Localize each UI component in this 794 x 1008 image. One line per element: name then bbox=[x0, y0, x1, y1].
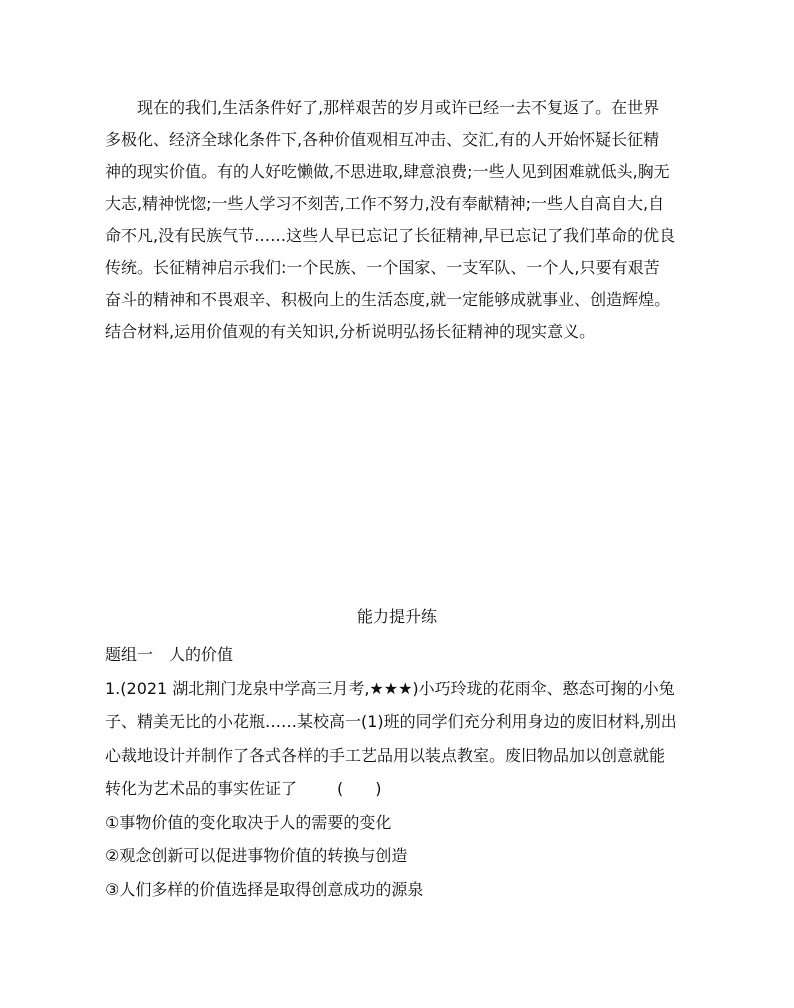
question-block bbox=[105, 638, 705, 906]
passage-question-prompt: 结合材料,运用价值观的有关知识,分析说明弘扬长征精神的现实意义。 bbox=[105, 322, 596, 341]
question-stem-line: 心裁地设计并制作了各式各样的手工艺品用以装点教室。废旧物品加以创意就能 bbox=[105, 745, 666, 765]
option-1: ①事物价值的变化取决于人的需要的变化 bbox=[105, 812, 392, 832]
option-2: ②观念创新可以促进事物价值的转换与创造 bbox=[105, 846, 408, 865]
question-stem-last-line bbox=[105, 772, 705, 806]
option-3: ③人们多样的价值选择是取得创意成功的源泉 bbox=[105, 879, 424, 899]
answer-bracket: ( ) bbox=[337, 779, 382, 798]
passage-line: 奋斗的精神和不畏艰辛、积极向上的生活态度,就一定能够成就事业、创造辉煌。 bbox=[105, 290, 671, 309]
passage-line: 大志,精神恍惚;一些人学习不刻苦,工作不努力,没有奉献精神;一些人自高自大,自 bbox=[105, 194, 665, 213]
question-stem-text: 转化为艺术品的事实佐证了 bbox=[105, 779, 298, 798]
passage-line: 多极化、经济全球化条件下,各种价值观相互冲击、交汇,有的人开始怀疑长征精 bbox=[105, 130, 660, 149]
passage-line: 命不凡,没有民族气节……这些人早已忘记了长征精神,早已忘记了我们革命的优良 bbox=[105, 226, 676, 245]
passage-line: 现在的我们,生活条件好了,那样艰苦的岁月或许已经一去不复返了。在世界 bbox=[137, 98, 660, 117]
group-title: 题组一 人的价值 bbox=[105, 645, 234, 664]
passage-line: 传统。长征精神启示我们:一个民族、一个国家、一支军队、一个人,只要有艰苦 bbox=[105, 258, 660, 277]
passage-line: 神的现实价值。有的人好吃懒做,不思进取,肆意浪费;一些人见到困难就低头,胸无 bbox=[105, 162, 670, 181]
section-title: 能力提升练 bbox=[356, 607, 437, 626]
question-stem-line: 1.(2021 湖北荆门龙泉中学高三月考,★★★)小巧玲珑的花雨伞、憨态可掬的小兔 bbox=[105, 678, 675, 698]
material-passage bbox=[105, 92, 695, 348]
question-stem-line: 子、精美无比的小花瓶……某校高一(1)班的同学们充分利用身边的废旧材料,别出 bbox=[105, 712, 677, 731]
